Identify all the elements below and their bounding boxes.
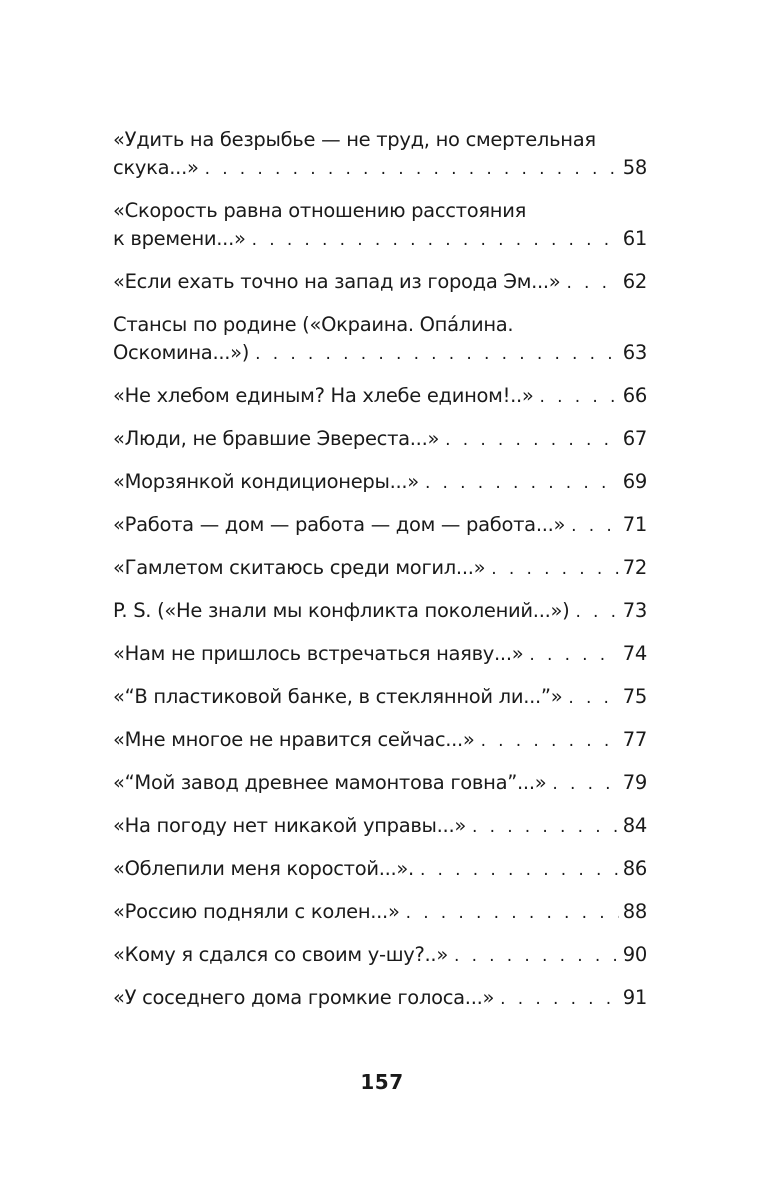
toc-entry-title: «“Мой завод древнее мамонтова говна”...» bbox=[113, 771, 547, 794]
toc-entry-row bbox=[113, 154, 647, 183]
dot-leader bbox=[481, 727, 619, 755]
toc-entry bbox=[113, 554, 647, 583]
toc-entry-row bbox=[113, 898, 647, 927]
toc-entry-title: скука...» bbox=[113, 156, 199, 179]
page-number: 157 bbox=[360, 1070, 404, 1094]
dot-leader bbox=[425, 469, 619, 497]
dot-leader bbox=[575, 598, 618, 626]
dot-leader bbox=[568, 684, 618, 712]
toc-entry-page-number: 77 bbox=[622, 728, 647, 751]
toc-entry-row bbox=[113, 941, 647, 970]
toc-entry-title: «На погоду нет никакой управы...» bbox=[113, 814, 466, 837]
toc-entry-row bbox=[113, 425, 647, 454]
toc-entry bbox=[113, 311, 647, 368]
dot-leader bbox=[255, 340, 619, 368]
toc-entry-title: «Не хлебом единым? На хлебе едином!..» bbox=[113, 384, 534, 407]
dot-leader bbox=[552, 770, 618, 798]
toc-entry-row bbox=[113, 726, 647, 755]
dot-leader bbox=[500, 985, 619, 1013]
toc-entry-row bbox=[113, 812, 647, 841]
toc-entry-title: P. S. («Не знали мы конфликта поколений...») bbox=[113, 599, 570, 622]
toc-entry-title: «Облепили меня коростой...». bbox=[113, 857, 414, 880]
toc-entry-title: «Люди, не бравшие Эвереста...» bbox=[113, 427, 440, 450]
toc-entry-page-number: 74 bbox=[622, 642, 647, 665]
toc-entry-title: «Кому я сдался со своим у-шу?..» bbox=[113, 943, 448, 966]
toc-entry bbox=[113, 597, 647, 626]
toc-entry-page-number: 71 bbox=[622, 513, 647, 536]
toc-entry-title: к времени...» bbox=[113, 227, 246, 250]
toc-entry-page-number: 86 bbox=[622, 857, 647, 880]
toc-entry-page-number: 58 bbox=[622, 156, 647, 179]
toc-entry-title: «Гамлетом скитаюсь среди могил...» bbox=[113, 556, 486, 579]
toc-entry-row bbox=[113, 468, 647, 497]
dot-leader bbox=[571, 512, 619, 540]
toc-entry-title: «Нам не пришлось встречаться наяву...» bbox=[113, 642, 524, 665]
dot-leader bbox=[445, 426, 619, 454]
toc-entry-page-number: 63 bbox=[622, 341, 647, 364]
toc-entry bbox=[113, 855, 647, 884]
toc-entry-page-number: 69 bbox=[622, 470, 647, 493]
toc-entry-title: «Россию подняли с колен...» bbox=[113, 900, 400, 923]
toc-entry-row bbox=[113, 683, 647, 712]
toc-entry bbox=[113, 425, 647, 454]
toc-entry-row bbox=[113, 554, 647, 583]
toc-entry bbox=[113, 898, 647, 927]
toc-entry-title-line1: Стансы по родине («Окраина. Опáлина. bbox=[113, 313, 514, 336]
toc-entry-page-number: 72 bbox=[622, 556, 647, 579]
dot-leader bbox=[540, 383, 619, 411]
toc-entry-page-number: 67 bbox=[622, 427, 647, 450]
toc-entry bbox=[113, 812, 647, 841]
toc-entry bbox=[113, 268, 647, 297]
toc-entry-title-line1: «Удить на безрыбье — не труд, но смертельная bbox=[113, 128, 596, 151]
toc-entry-row bbox=[113, 769, 647, 798]
toc-entry bbox=[113, 640, 647, 669]
toc-entry-page-number: 75 bbox=[622, 685, 647, 708]
table-of-contents bbox=[113, 126, 647, 1027]
toc-entry bbox=[113, 197, 647, 254]
toc-entry-row bbox=[113, 382, 647, 411]
toc-entry-title-line1: «Скорость равна отношению расстояния bbox=[113, 199, 527, 222]
dot-leader bbox=[566, 269, 618, 297]
toc-entry bbox=[113, 984, 647, 1013]
toc-entry-row bbox=[113, 511, 647, 540]
dot-leader bbox=[529, 641, 618, 669]
toc-entry-page-number: 73 bbox=[622, 599, 647, 622]
toc-entry-row bbox=[113, 984, 647, 1013]
toc-entry-row bbox=[113, 597, 647, 626]
toc-entry-page-number: 84 bbox=[622, 814, 647, 837]
dot-leader bbox=[454, 942, 619, 970]
toc-entry-title: «“В пластиковой банке, в стеклянной ли...”» bbox=[113, 685, 563, 708]
toc-entry-row bbox=[113, 640, 647, 669]
toc-entry-page-number: 62 bbox=[622, 270, 647, 293]
toc-entry bbox=[113, 683, 647, 712]
toc-entry bbox=[113, 468, 647, 497]
toc-entry-page-number: 88 bbox=[622, 900, 647, 923]
toc-entry-title: «У соседнего дома громкие голоса...» bbox=[113, 986, 495, 1009]
toc-entry-row bbox=[113, 225, 647, 254]
dot-leader bbox=[205, 155, 619, 183]
toc-entry-title: Оскомина...») bbox=[113, 341, 250, 364]
toc-entry-title: «Мне многое не нравится сейчас...» bbox=[113, 728, 475, 751]
toc-entry bbox=[113, 726, 647, 755]
toc-entry-page-number: 90 bbox=[622, 943, 647, 966]
dot-leader bbox=[252, 226, 619, 254]
toc-entry bbox=[113, 941, 647, 970]
toc-entry-title: «Работа — дом — работа — дом — работа...» bbox=[113, 513, 566, 536]
dot-leader bbox=[406, 899, 619, 927]
toc-entry bbox=[113, 382, 647, 411]
toc-entry-page-number: 79 bbox=[622, 771, 647, 794]
toc-entry-page-number: 91 bbox=[622, 986, 647, 1009]
toc-entry-row bbox=[113, 855, 647, 884]
toc-entry bbox=[113, 769, 647, 798]
toc-entry-row bbox=[113, 339, 647, 368]
dot-leader bbox=[472, 813, 619, 841]
toc-entry-title: «Если ехать точно на запад из города Эм...» bbox=[113, 270, 561, 293]
dot-leader bbox=[491, 555, 619, 583]
toc-entry-page-number: 66 bbox=[622, 384, 647, 407]
toc-entry-title: «Морзянкой кондиционеры...» bbox=[113, 470, 419, 493]
toc-entry-row bbox=[113, 268, 647, 297]
toc-entry-page-number: 61 bbox=[622, 227, 647, 250]
dot-leader bbox=[420, 856, 619, 884]
toc-entry bbox=[113, 511, 647, 540]
toc-entry bbox=[113, 126, 647, 183]
